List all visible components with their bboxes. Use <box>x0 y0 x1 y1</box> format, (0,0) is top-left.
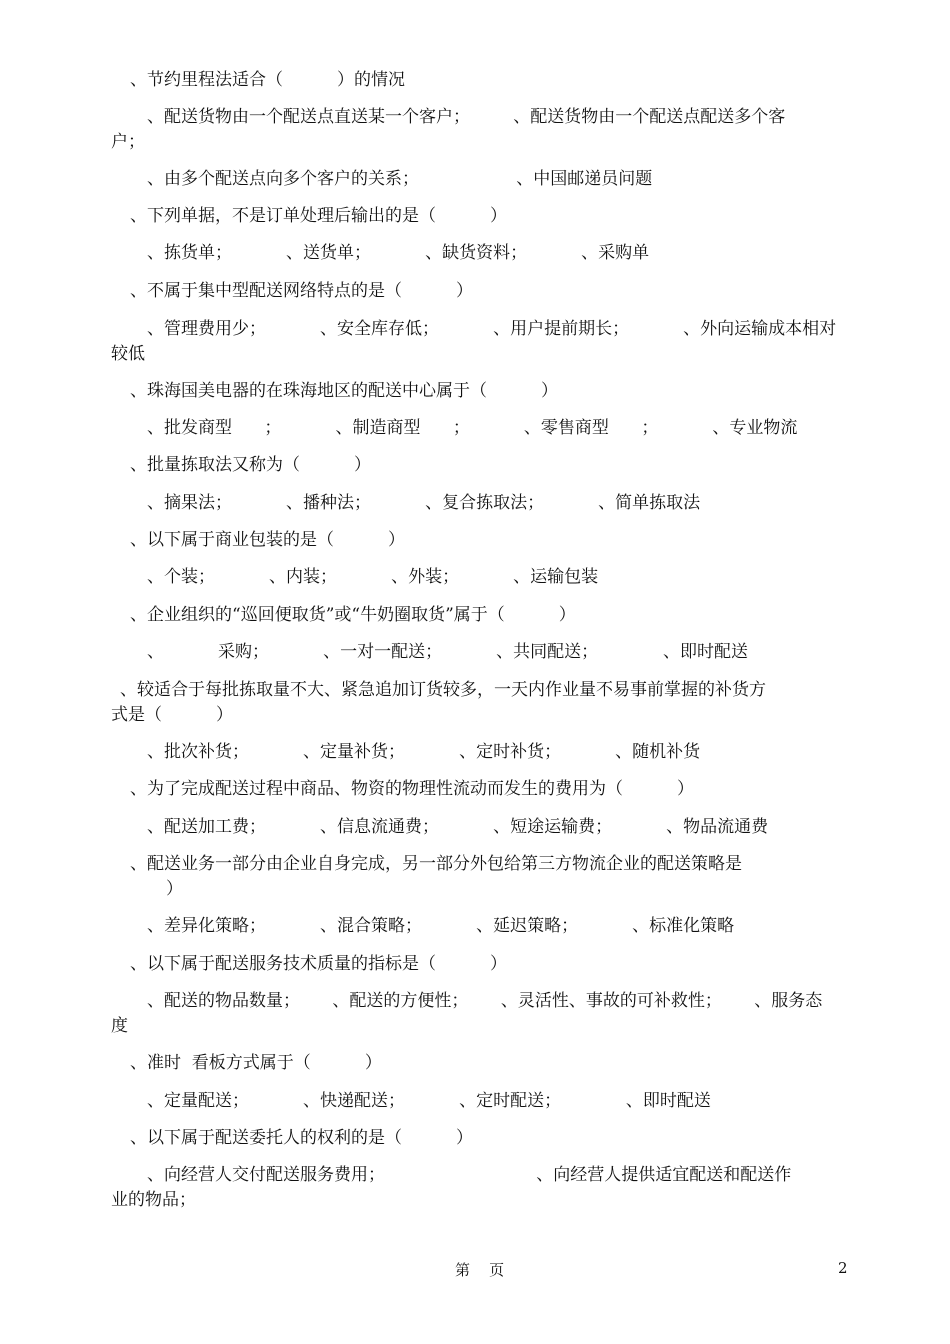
question-5: 、批量拣取法又称为（ ） <box>130 455 372 475</box>
question-4: 、珠海国美电器的在珠海地区的配送中心属于（ ） <box>130 381 559 401</box>
question-13-options-wrap: 业的物品； <box>111 1190 196 1210</box>
question-3-options: 、管理费用少； 、安全库存低； 、用户提前期长； 、外向运输成本相对 <box>147 319 837 339</box>
question-10-options: 、差异化策略； 、混合策略； 、延迟策略； 、标准化策略 <box>147 916 735 936</box>
question-2: 、下列单据，不是订单处理后输出的是（ ） <box>130 206 508 226</box>
question-1-options-line-1: 、配送货物由一个配送点直送某一个客户； 、配送货物由一个配送点配送多个客 <box>147 107 786 127</box>
question-6-options: 、个装； 、内装； 、外装； 、运输包装 <box>147 567 599 587</box>
question-13-options: 、向经营人交付配送服务费用； 、向经营人提供适宜配送和配送作 <box>147 1165 792 1185</box>
question-13: 、以下属于配送委托人的权利的是（ ） <box>130 1128 474 1148</box>
question-9: 、为了完成配送过程中商品、物资的物理性流动而发生的费用为（ ） <box>130 779 695 799</box>
question-10: 、配送业务一部分由企业自身完成，另一部分外包给第三方物流企业的配送策略是 <box>130 854 742 874</box>
question-4-options: 、批发商型 ； 、制造商型 ； 、零售商型 ； 、专业物流 <box>147 418 798 438</box>
question-8-options: 、批次补货； 、定量补货； 、定时补货； 、随机补货 <box>147 742 701 762</box>
question-11-options-wrap: 度 <box>111 1016 128 1036</box>
question-8: 、较适合于每批拣取量不大、紧急追加订货较多，一天内作业量不易事前掌握的补货方 <box>120 680 766 700</box>
question-3-options-wrap: 较低 <box>111 344 145 364</box>
footer-page-number: 2 <box>838 1259 848 1277</box>
footer-page-label: 第 页 <box>455 1261 505 1279</box>
question-5-options: 、摘果法； 、播种法； 、复合拣取法； 、简单拣取法 <box>147 493 701 513</box>
question-2-options: 、拣货单； 、送货单； 、缺货资料； 、采购单 <box>147 243 650 263</box>
question-1-options-line-2: 、由多个配送点向多个客户的关系； 、中国邮递员问题 <box>147 169 653 189</box>
question-9-options: 、配送加工费； 、信息流通费； 、短途运输费； 、物品流通费 <box>147 817 769 837</box>
question-11: 、以下属于配送服务技术质量的指标是（ ） <box>130 954 508 974</box>
question-7: 、企业组织的“巡回便取货”或“牛奶圈取货”属于（ ） <box>130 605 576 625</box>
question-1: 、节约里程法适合（ ）的情况 <box>130 70 406 90</box>
question-8-wrap: 式是（ ） <box>111 705 234 725</box>
question-7-options: 、 采购； 、一对一配送； 、共同配送； 、即时配送 <box>147 642 748 662</box>
question-12-options: 、定量配送； 、快递配送； 、定时配送； 、即时配送 <box>147 1091 711 1111</box>
question-6: 、以下属于商业包装的是（ ） <box>130 530 406 550</box>
question-10-wrap: ） <box>166 879 183 899</box>
question-3: 、不属于集中型配送网络特点的是（ ） <box>130 281 474 301</box>
question-11-options: 、配送的物品数量； 、配送的方便性； 、灵活性、事故的可补救性； 、服务态 <box>147 991 823 1011</box>
question-1-options-wrap: 户； <box>111 132 145 152</box>
question-12: 、准时 看板方式属于（ ） <box>130 1053 382 1073</box>
